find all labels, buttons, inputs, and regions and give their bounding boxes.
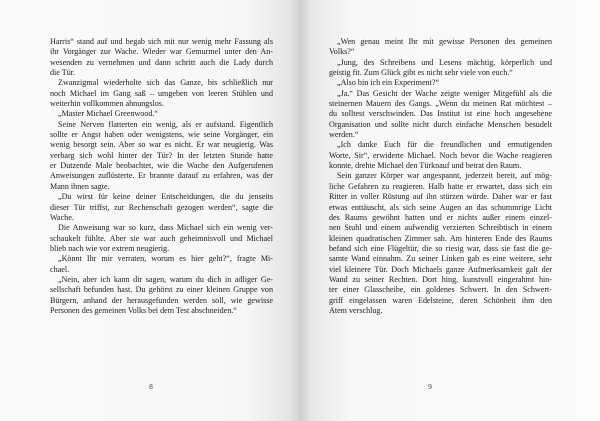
text-line: Volks?“ xyxy=(329,47,355,57)
text-line: ihr Vorgänger zur Wache. Wieder war Gemurmel unter den An- xyxy=(50,47,273,57)
text-line: Seine Nerven flatterten ein wenig, als er aufstand. Eigentlich xyxy=(58,119,273,129)
text-line: viel kleinere Tür. Doch Michaels ganze Aufmerksamkeit galt der xyxy=(329,264,552,274)
text-line: Atem verschlug. xyxy=(329,305,383,315)
text-line: Ritter in voller Rüstung auf ihn stürzen würde. Daher war er fast xyxy=(329,192,552,202)
text-line: Die Anweisung war so kurz, dass Michael sich ein wenig ver- xyxy=(58,223,273,233)
text-line: Zwanzigmal wiederholte sich das Ganze, bis schließlich nur xyxy=(58,78,273,88)
right-page-text xyxy=(329,37,552,316)
text-line: werden.“ xyxy=(329,130,359,140)
text-line: blieb nach wie vor extrem neugierig. xyxy=(50,243,170,253)
text-line: du solltest verschwinden. Das Institut ist eine hoch angesehene xyxy=(329,109,552,119)
text-line: noch Michael im Gang saß – umgeben von leeren Stühlen und xyxy=(50,88,273,98)
text-line: schaukelt fühlte. Aber sie war auch geheimnisvoll und Michael xyxy=(50,233,273,243)
text-line: Personen des gemeinen Volks bei dem Test abschneiden.“ xyxy=(50,305,237,315)
text-line: „Nein, aber ich kann dir sagen, warum du dich in adliger Ge- xyxy=(58,274,273,284)
right-page-number: 9 xyxy=(428,382,432,391)
text-line: nen Stuhl und einem aufwendig verzierten Schreibtisch in einem xyxy=(329,223,552,233)
text-line: Harris“ stand auf und begab sich mit nur wenig mehr Fassung als xyxy=(50,37,273,46)
text-line: die Tür. xyxy=(50,68,76,78)
text-line: Wache. xyxy=(50,212,74,222)
text-line: steinernen Mauern des Gangs. „Wenn du meinen Rat möchtest – xyxy=(329,99,552,109)
left-page-number: 8 xyxy=(149,382,153,391)
right-page xyxy=(300,0,600,421)
text-line: „Jung, des Schreibens und Lesens mächtig, körperlich und xyxy=(337,57,552,67)
text-line: etwas enttäuscht, als sich seine Augen an das schummrige Licht xyxy=(329,202,552,212)
text-line: des Raums gewöhnt hatten und er nichts außer einem einzel- xyxy=(329,212,552,222)
text-line: Worte, Sir“, erwiderte Michael. Noch bevor die Wache reagieren xyxy=(329,150,552,160)
text-line: wenig besorgt sein. Aber so war es nicht. Er war neugierig. Was xyxy=(50,140,273,150)
text-line: Anweisungen zuflüsterte. Er brannte darauf zu erfahren, was der xyxy=(50,171,273,181)
text-line: „Du wirst für keine deiner Entscheidungen, die du jenseits xyxy=(58,192,273,202)
text-line: „Könnt Ihr mir verraten, worum es hier geht?“, fragte Mi- xyxy=(58,254,273,264)
text-line: weiterhin vollkommen ahnungslos. xyxy=(50,99,164,109)
text-line: er Dutzende Male beobachtet, wie die Wache den Aufgerufenen xyxy=(50,161,273,171)
text-line: „Ich danke Euch für die freundlichen und ermutigenden xyxy=(337,140,552,150)
text-line: befand sich eine Flügeltür, die so riesig war, dass sie fast die ge- xyxy=(329,243,552,253)
text-line: samte Wand einnahm. Zu seiner Linken gab es eine weitere, sehr xyxy=(329,254,552,264)
text-line: „Also bin ich ein Experiment?“ xyxy=(337,78,440,88)
text-line: Bürgern, anhand der herausgefunden werden soll, wie gewisse xyxy=(50,295,273,305)
text-line: verbarg sich wohl hinter der Tür? In der letzten Stunde hatte xyxy=(50,150,273,160)
text-line: „Master Michael Greenwood.“ xyxy=(58,109,159,119)
text-line: konnte, drehte Michael den Türknauf und betrat den Raum. xyxy=(329,161,522,171)
text-line: chael. xyxy=(50,264,70,274)
text-line: ter einer Glasscheibe, ein goldenes Schwert. In den Schwert- xyxy=(329,285,552,295)
text-line: „Wen genau meint Ihr mit gewisse Personen des gemeinen xyxy=(337,37,552,46)
text-line: dieser Tür triffst, zur Rechenschaft gezogen werden“, sagte die xyxy=(50,202,273,212)
text-line: „Ja.“ Das Gesicht der Wache zeigte weniger Mitgefühl als die xyxy=(337,88,552,98)
left-page-text xyxy=(50,37,273,316)
text-line: sollte er Angst haben oder wenigstens, wie seine Vorgänger, ein xyxy=(50,130,273,140)
text-line: kleinen quadratischen Zimmer sah. Am hinteren Ende des Raums xyxy=(329,233,552,243)
text-line: Mann ihnen sagte. xyxy=(50,181,110,191)
text-line: geistig fit. Zum Glück gibt es nicht sehr viele von euch.“ xyxy=(329,68,513,78)
text-line: sellschaft befunden hast. Du gehörst zu einer kleinen Gruppe von xyxy=(50,285,273,295)
text-line: wesenden zu vernehmen und dann schritt auch die Lady durch xyxy=(50,57,273,67)
text-line: Organisation und sollte nicht durch einfache Menschen besudelt xyxy=(329,119,552,129)
text-line: griff eingelassen waren Edelsteine, deren Schönheit ihm den xyxy=(329,295,552,305)
text-line: liche Gefahren zu reagieren. Halb hatte er erwartet, dass sich ein xyxy=(329,181,552,191)
text-line: Sein ganzer Körper war angespannt, jederzeit bereit, auf mög- xyxy=(337,171,552,181)
text-line: Wand zu seiner Rechten. Dort hing, kunstvoll eingerahmt hin- xyxy=(329,274,552,284)
